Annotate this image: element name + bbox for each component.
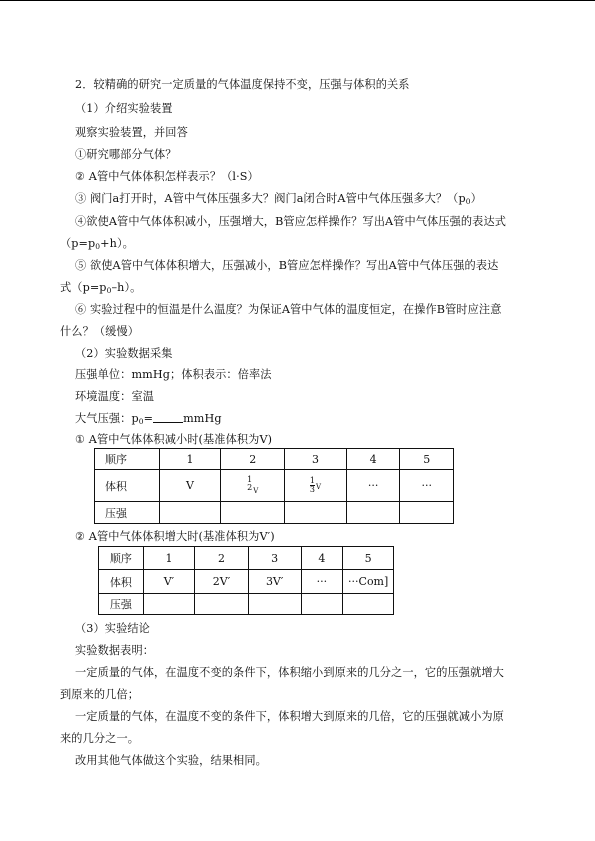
table-cell: 4 <box>301 547 343 570</box>
table-cell: 5 <box>400 449 454 470</box>
question-2: ② A管中气体体积怎样表示？（l·S） <box>75 170 259 183</box>
table-cell <box>346 502 400 524</box>
table-1-caption: ① A管中气体体积减小时(基准体积为V) <box>75 433 273 446</box>
table-row <box>99 547 394 570</box>
question-3: ③ 阀门a打开时，A管中气体压强多大？阀门a闭合时A管中气体压强多大？$(p_0)$ <box>75 192 482 206</box>
table-row <box>95 470 454 502</box>
fill-in-blank <box>153 412 183 423</box>
table-cell: V <box>159 470 221 502</box>
table-row <box>95 449 454 470</box>
question-4: ④欲使A管中气体体积减小，压强增大，B管应怎样操作？写出A管中气体压强的表达式 <box>75 215 507 228</box>
paragraph: 观察实验装置，并回答 <box>75 126 188 139</box>
subsection-heading-3: （3）实验结论 <box>75 622 150 635</box>
table-2-caption: ② A管中气体体积增大时(基准体积为V′) <box>75 530 275 543</box>
page-top-border <box>0 0 595 1</box>
table-header-pressure: 压强 <box>95 502 160 524</box>
table-cell: 4 <box>346 449 400 470</box>
conclusion-3: 改用其他气体做这个实验，结果相同。 <box>75 754 267 767</box>
table-cell: 2 <box>221 449 285 470</box>
table-cell: ···Com] <box>343 570 394 594</box>
fraction-third-v: $\frac{1}{3}$ V <box>285 470 347 502</box>
table-cell <box>221 502 285 524</box>
table-cell: 2 <box>195 547 249 570</box>
table-cell: 3 <box>248 547 301 570</box>
fraction-half-v: 1 2 $_V$ <box>221 470 285 502</box>
table-cell <box>143 594 194 615</box>
table-cell <box>285 502 347 524</box>
table-row <box>99 570 394 594</box>
ambient-temperature-line: 环境温度：室温 <box>75 390 155 403</box>
table-row <box>99 594 394 615</box>
table-cell <box>159 502 221 524</box>
paragraph: 实验数据表明： <box>75 644 155 657</box>
pressure-unit-line: 压强单位：mmHg；体积表示：倍率法 <box>75 368 272 381</box>
table-cell: 3 <box>285 449 347 470</box>
conclusion-2: 一定质量的气体，在温度不变的条件下，体积增大到原来的几倍，它的压强就减小为原 <box>75 710 504 723</box>
table-header-order: 顺序 <box>99 547 144 570</box>
table-header-pressure: 压强 <box>99 594 144 615</box>
conclusion-1-cont: 到原来的几倍； <box>60 688 140 701</box>
table-volume-increase <box>98 546 394 615</box>
subsection-heading-1: （1）介绍实验装置 <box>75 102 173 115</box>
table-cell <box>400 502 454 524</box>
section-heading: 2．较精确的研究一定质量的气体温度保持不变，压强与体积的关系 <box>75 78 410 91</box>
table-cell: ··· <box>346 470 400 502</box>
table-header-order: 顺序 <box>95 449 160 470</box>
table-cell <box>248 594 301 615</box>
table-header-volume: 体积 <box>95 470 160 502</box>
atmospheric-pressure-line: 大气压强：$p_0=$ mmHg <box>75 412 222 426</box>
table-row <box>95 502 454 524</box>
table-cell: ··· <box>400 470 454 502</box>
conclusion-1: 一定质量的气体，在温度不变的条件下，体积缩小到原来的几分之一，它的压强就增大 <box>75 666 504 679</box>
question-5-cont: 式$(p=p_0-h)$。 <box>60 281 142 295</box>
question-4-cont: $(p=p_0+h)$。 <box>60 237 134 251</box>
table-cell: 2V′ <box>195 570 249 594</box>
conclusion-2-cont: 来的几分之一。 <box>60 732 140 745</box>
table-cell: V′ <box>143 570 194 594</box>
table-cell <box>343 594 394 615</box>
question-6-cont: 什么？（缓慢） <box>60 325 140 338</box>
table-cell: 5 <box>343 547 394 570</box>
table-volume-decrease <box>94 448 454 524</box>
question-5: ⑤ 欲使A管中气体体积增大，压强减小，B管应怎样操作？写出A管中气体压强的表达 <box>75 259 499 272</box>
table-header-volume: 体积 <box>99 570 144 594</box>
table-cell: 3V′ <box>248 570 301 594</box>
subsection-heading-2: （2）实验数据采集 <box>75 347 173 360</box>
table-cell <box>195 594 249 615</box>
question-1: ①研究哪部分气体？ <box>75 148 177 161</box>
table-cell: 1 <box>143 547 194 570</box>
table-cell <box>301 594 343 615</box>
question-6: ⑥ 实验过程中的恒温是什么温度？为保证A管中气体的温度恒定，在操作B管时应注意 <box>75 303 502 316</box>
table-cell: 1 <box>159 449 221 470</box>
table-cell: ··· <box>301 570 343 594</box>
